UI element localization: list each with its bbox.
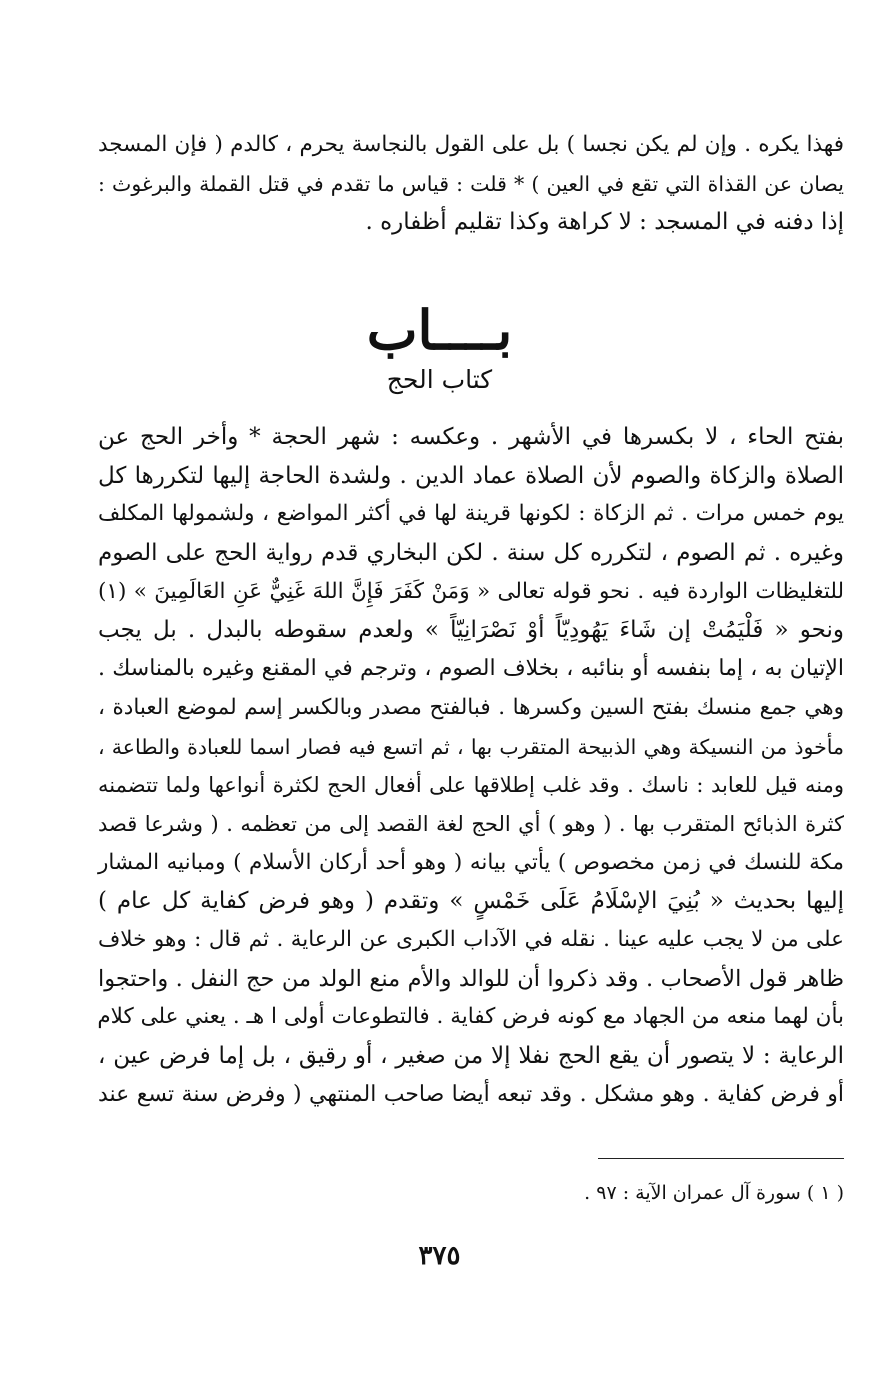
text-line: على من لا يجب عليه عينا . نقله في الآداب الكبرى عن الرعاية . ثم قال : وهو خلاف — [98, 926, 844, 952]
text-line: يصان عن القذاة التي تقع في العين ) * قلت : قياس ما تقدم في قتل القملة والبرغوث : — [98, 171, 844, 196]
text-line: إليها بحديث « بُنِيَ الإسْلَامُ عَلَى خَمْسٍ » وتقدم ( وهو فرض كفاية كل عام ) — [98, 888, 844, 915]
footnote-divider — [598, 1158, 844, 1159]
text-line: وهي جمع منسك بفتح السين وكسرها . فبالفتح مصدر وبالكسر إسم لموضع العبادة ، — [98, 694, 844, 720]
text-line: أو فرض كفاية . وهو مشكل . وقد تبعه أيضا صاحب المنتهي ( وفرض سنة تسع عند — [98, 1081, 844, 1107]
text-line: للتغليظات الواردة فيه . نحو قوله تعالى « وَمَنْ كَفَرَ فَإِنَّ اللهَ غَنِيٌّ عَنِ العَالَمِينَ » (١) — [98, 578, 844, 604]
footnote: ( ١ ) سورة آل عمران الآية : ٩٧ . — [584, 1182, 844, 1204]
text-line: فهذا يكره . وإن لم يكن نجسا ) بل على القول بالنجاسة يحرم ، كالدم ( فإن المسجد — [98, 132, 844, 157]
text-line: إذا دفنه في المسجد : لا كراهة وكذا تقليم أظفاره . — [365, 209, 844, 236]
chapter-subtitle: كتاب الحج — [386, 365, 493, 394]
page-number: ٣٧٥ — [418, 1241, 461, 1271]
body-text — [98, 418, 844, 1114]
text-line: ظاهر قول الأصحاب . وقد ذكروا أن للوالد والأم منع الولد من حج النفل . واحتجوا — [98, 965, 844, 992]
text-line: بأن لهما منعه من الجهاد مع كونه فرض كفاية . فالتطوعات أولى ا هـ . يعني على كلام — [97, 1004, 844, 1030]
text-line: الصلاة والزكاة والصوم لأن الصلاة عماد الدين . ولشدة الحاجة إليها لتكررها كل — [98, 462, 844, 489]
text-line: ونحو « فَلْيَمُتْ إن شَاءَ يَهُودِيّاً أوْ نَصْرَانِيّاً » ولعدم سقوطه بالبدل . بل يجب — [98, 617, 844, 644]
text-line: يوم خمس مرات . ثم الزكاة : لكونها قرينة لها في أكثر المواضع ، ولشمولها المكلف — [98, 501, 844, 527]
text-line: الرعاية : لا يتصور أن يقع الحج نفلا إلا من صغير ، أو رقيق ، بل إما فرض عين ، — [98, 1043, 844, 1069]
text-line: كثرة الذبائح المتقرب بها . ( وهو ) أي الحج لغة القصد إلى من تعظمه . ( وشرعا قصد — [98, 811, 844, 836]
text-line: الإتيان به ، إما بنفسه أو بنائبه ، بخلاف الصوم ، وترجم في المقنع وغيره بالمناسك . — [98, 656, 844, 682]
text-line: مأخوذ من النسيكة وهي الذبيحة المتقرب بها ، ثم اتسع فيه فصار اسما للعبادة والطاعة ، — [98, 734, 844, 759]
text-line: وغيره . ثم الصوم ، لتكرره كل سنة . لكن البخاري قدم رواية الحج على الصوم — [98, 540, 844, 567]
text-line: ومنه قيل للعابد : ناسك . وقد غلب إطلاقها على أفعال الحج لكثرة أنواعها ولما تتضمنه — [98, 773, 844, 798]
chapter-heading: بــــاب — [366, 298, 513, 362]
intro-paragraph — [98, 126, 844, 242]
text-line: بفتح الحاء ، لا بكسرها في الأشهر . وعكسه : شهر الحجة * وأخر الحج عن — [98, 424, 844, 450]
text-line: مكة للنسك في زمن مخصوص ) يأتي بيانه ( وهو أحد أركان الأسلام ) ومبانيه المشار — [98, 849, 844, 875]
